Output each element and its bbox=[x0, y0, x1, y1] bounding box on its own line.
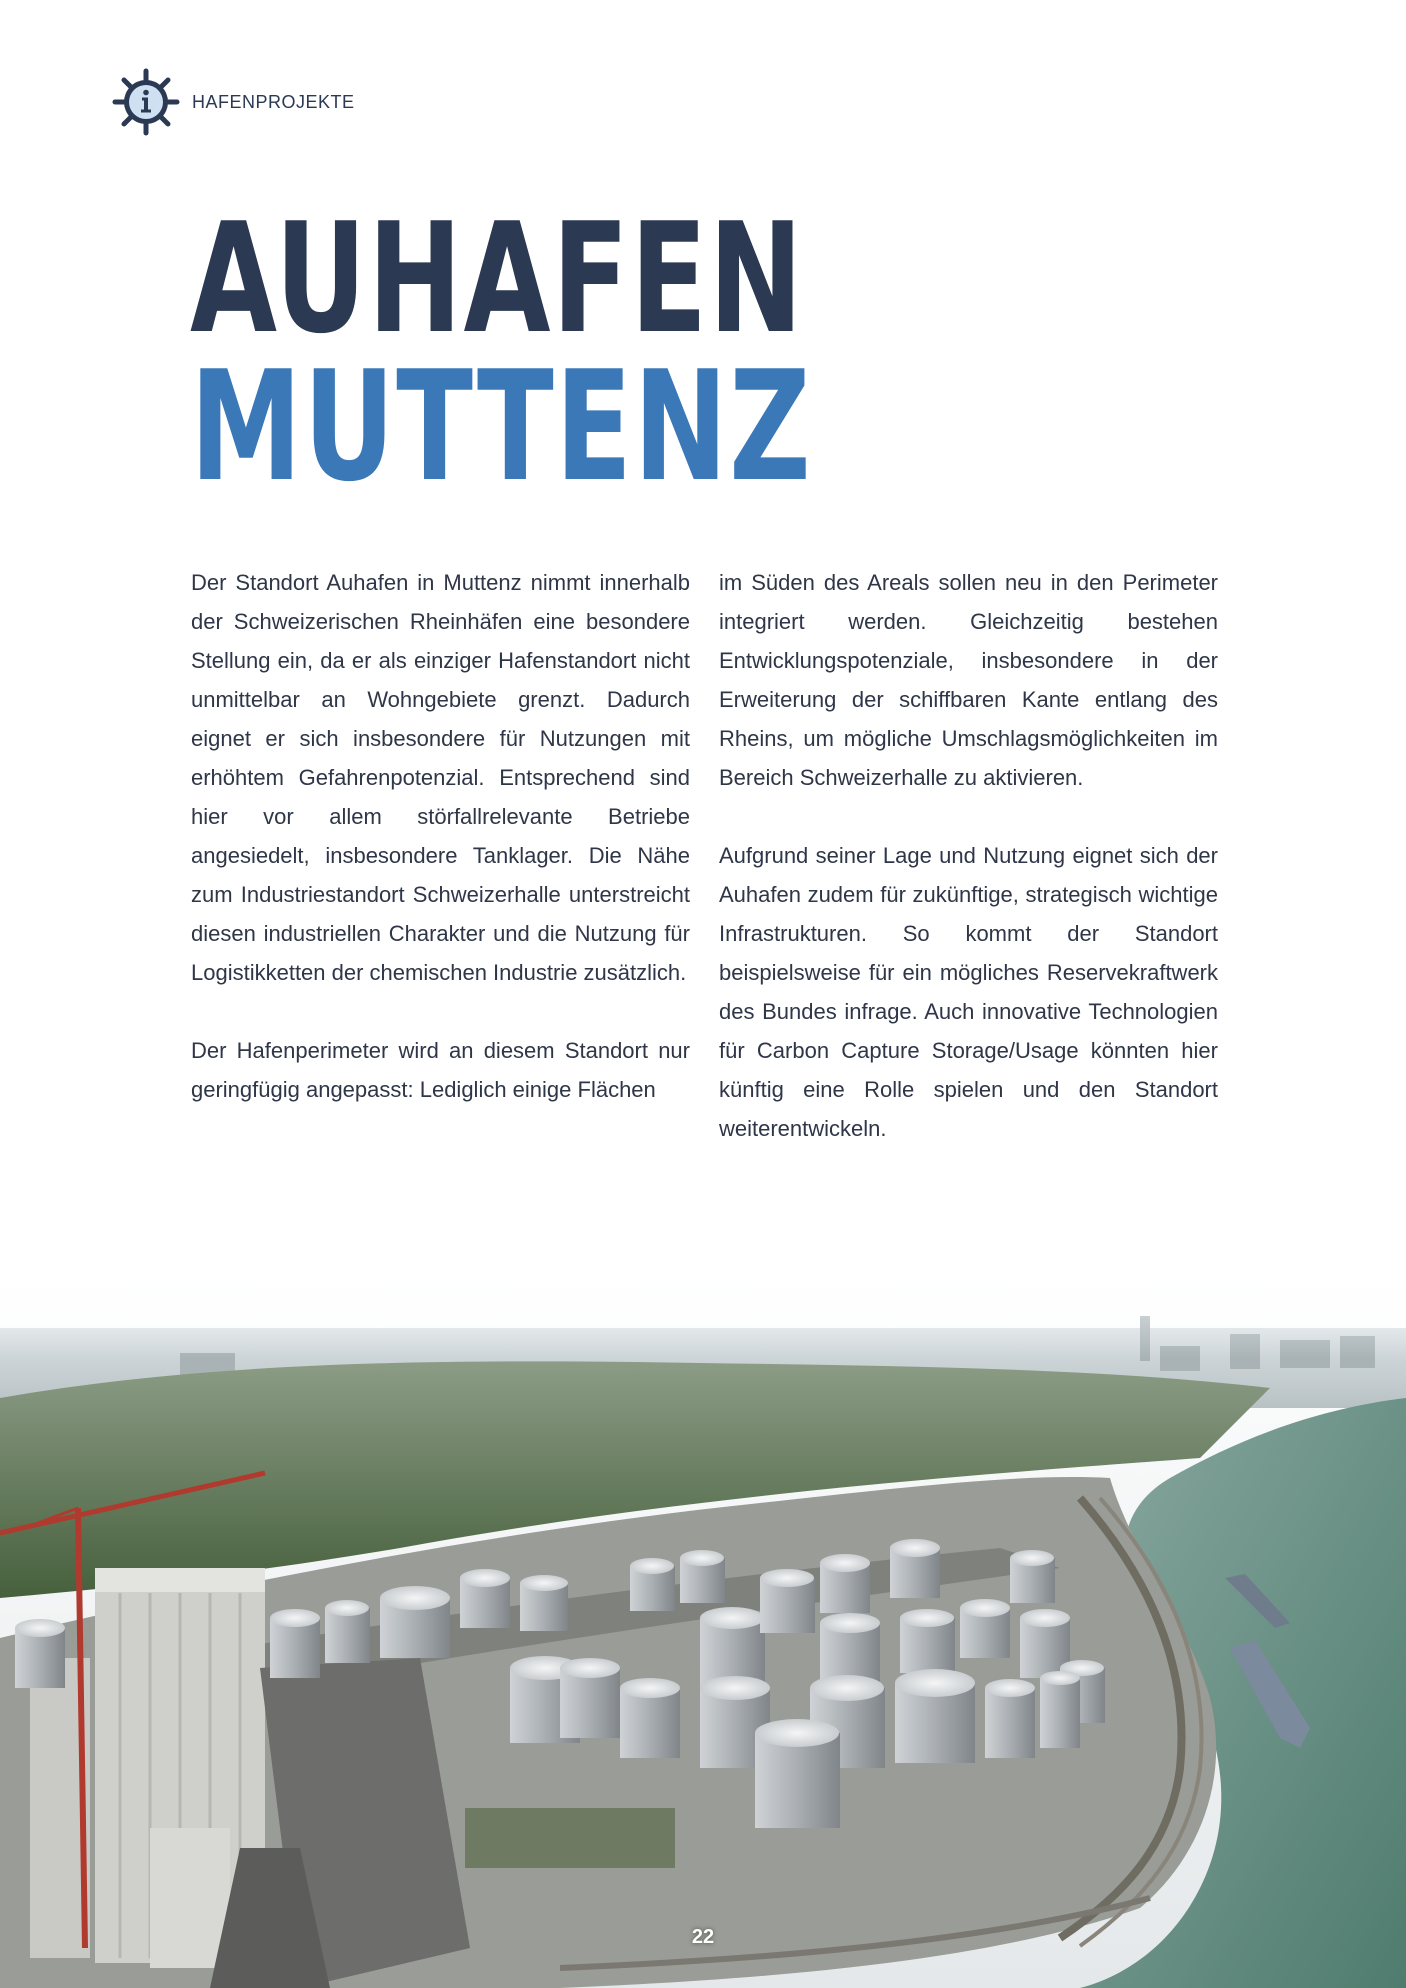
page-header bbox=[112, 68, 355, 136]
title-line-2: MUTTENZ bbox=[190, 338, 813, 515]
paragraph: Der Standort Auhafen in Muttenz nimmt innerhalb der Schweizerischen Rheinhäfen eine besondere Stellung ein, da er als einziger Hafenstandort nicht unmittelbar an Wohngebiete grenzt. Dadurch eignet er sich insbesondere für Nutzungen mit erhöhtem Gefahrenpotenzial. Entsprechend sind hier vor allem störfallrelevante Betriebe angesiedelt, insbesondere Tanklager. Die Nähe zum Industriestandort Schweizerhalle unterstreicht diesen industriellen Charakter und die Nutzung für Logistikketten der chemischen Industrie zusätzlich. bbox=[191, 570, 690, 985]
body-column-left bbox=[191, 563, 690, 1109]
paragraph: im Süden des Areals sollen neu in den Perimeter integriert werden. Gleichzeitig bestehen Entwicklungspotenziale, insbesondere in der Erweiterung der schiffbaren Kante entlang des Rheins, um mögliche Umschlagsmöglichkeiten im Bereich Schweizerhalle zu aktivieren. bbox=[719, 570, 1218, 790]
page-title bbox=[190, 190, 813, 515]
body-column-right bbox=[719, 563, 1218, 1148]
section-label: HAFENPROJEKTE bbox=[192, 91, 355, 112]
aerial-harbour-photo bbox=[0, 1248, 1406, 1988]
paragraph: Der Hafenperimeter wird an diesem Standort nur geringfügig angepasst: Lediglich einige Flächen bbox=[191, 1038, 690, 1102]
paragraph: Aufgrund seiner Lage und Nutzung eignet sich der Auhafen zudem für zukünftige, strategisch wichtige Infrastrukturen. So kommt der Standort beispielsweise für ein mögliches Reservekraftwerk des Bundes infrage. Auch innovative Technologien für Carbon Capture Storage/Usage könnten hier künftig eine Rolle spielen und den Standort weiterentwickeln. bbox=[719, 843, 1218, 1141]
title-line-1: AUHAFEN bbox=[190, 190, 805, 367]
ship-wheel-info-icon bbox=[112, 68, 180, 136]
page-number: 22 bbox=[691, 1926, 715, 1948]
